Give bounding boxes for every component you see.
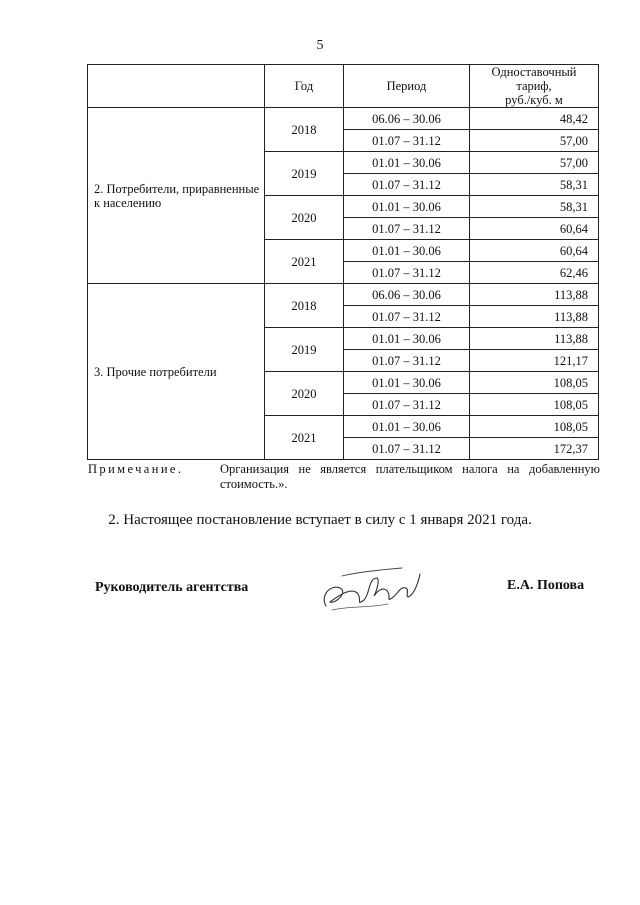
period-cell: 01.07 – 31.12: [344, 130, 470, 152]
tariff-value-cell: 48,42: [470, 108, 599, 130]
tariff-value-cell: 58,31: [470, 174, 599, 196]
header-tariff-line2: руб./куб. м: [505, 93, 563, 107]
period-cell: 01.01 – 30.06: [344, 196, 470, 218]
table-row: [88, 108, 599, 130]
note-text: Организация не является плательщиком налога на добавленную стоимость.».: [220, 462, 600, 491]
table-header-row: [88, 65, 599, 108]
period-cell: 01.01 – 30.06: [344, 416, 470, 438]
period-cell: 01.07 – 31.12: [344, 394, 470, 416]
year-cell: 2019: [265, 328, 344, 372]
tariff-value-cell: 108,05: [470, 372, 599, 394]
table-row: [88, 284, 599, 306]
tariff-value-cell: 58,31: [470, 196, 599, 218]
tariff-value-cell: 108,05: [470, 416, 599, 438]
period-cell: 01.07 – 31.12: [344, 218, 470, 240]
year-cell: 2020: [265, 372, 344, 416]
note-label: Примечание.: [88, 462, 184, 476]
year-cell: 2019: [265, 152, 344, 196]
signer-name: Е.А. Попова: [507, 578, 585, 593]
period-cell: 01.07 – 31.12: [344, 306, 470, 328]
year-cell: 2021: [265, 416, 344, 460]
tariff-value-cell: 113,88: [470, 284, 599, 306]
tariff-value-cell: 60,64: [470, 240, 599, 262]
year-cell: 2021: [265, 240, 344, 284]
header-category: [88, 65, 265, 108]
tariff-value-cell: 172,37: [470, 438, 599, 460]
tariff-value-cell: 108,05: [470, 394, 599, 416]
year-cell: 2020: [265, 196, 344, 240]
period-cell: 06.06 – 30.06: [344, 108, 470, 130]
period-cell: 01.07 – 31.12: [344, 174, 470, 196]
period-cell: 01.07 – 31.12: [344, 438, 470, 460]
tariff-value-cell: 62,46: [470, 262, 599, 284]
period-cell: 01.07 – 31.12: [344, 350, 470, 372]
period-cell: 06.06 – 30.06: [344, 284, 470, 306]
tariff-value-cell: 113,88: [470, 306, 599, 328]
year-cell: 2018: [265, 108, 344, 152]
header-period: Период: [344, 65, 470, 108]
period-cell: 01.01 – 30.06: [344, 240, 470, 262]
header-year: Год: [265, 65, 344, 108]
year-cell: 2018: [265, 284, 344, 328]
handwritten-signature-icon: [318, 556, 428, 620]
tariff-value-cell: 60,64: [470, 218, 599, 240]
period-cell: 01.07 – 31.12: [344, 262, 470, 284]
header-tariff: [470, 65, 599, 108]
period-cell: 01.01 – 30.06: [344, 328, 470, 350]
tariff-table-body: [88, 108, 599, 460]
tariff-value-cell: 57,00: [470, 130, 599, 152]
period-cell: 01.01 – 30.06: [344, 152, 470, 174]
category-cell: 3. Прочие потребители: [88, 284, 265, 460]
page-number: 5: [316, 38, 324, 53]
signer-role: Руководитель агентства: [95, 580, 249, 595]
tariff-table: [87, 64, 599, 460]
header-tariff-line1: Одноставочный тариф,: [491, 65, 577, 93]
category-cell: 2. Потребители, приравненные к населению: [88, 108, 265, 284]
tariff-value-cell: 57,00: [470, 152, 599, 174]
tariff-value-cell: 113,88: [470, 328, 599, 350]
tariff-value-cell: 121,17: [470, 350, 599, 372]
decree-effective-date: 2. Настоящее постановление вступает в силу с 1 января 2021 года.: [108, 512, 532, 528]
period-cell: 01.01 – 30.06: [344, 372, 470, 394]
